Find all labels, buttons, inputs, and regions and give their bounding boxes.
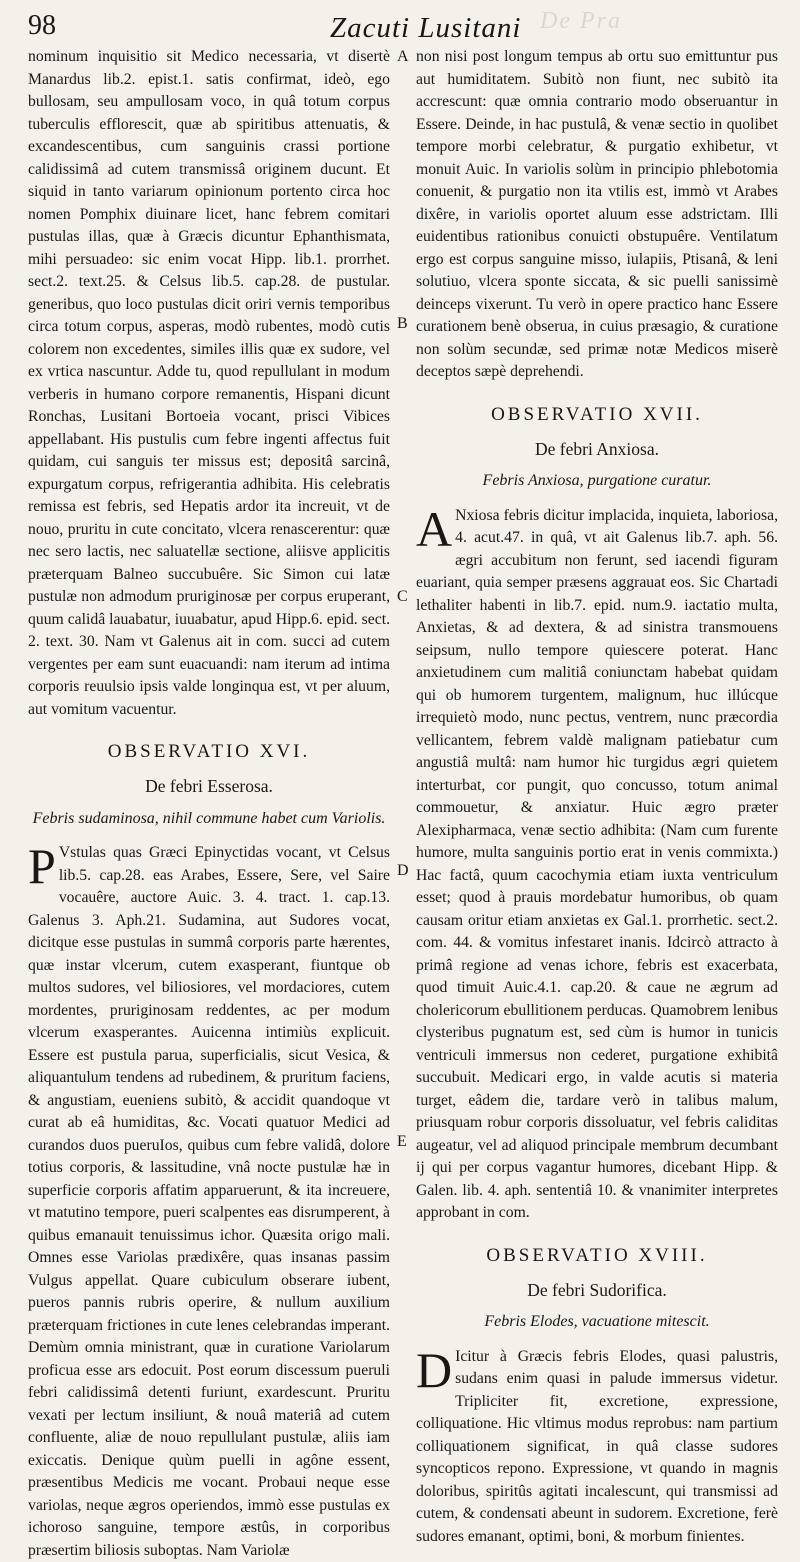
dropcap-a: A [416,500,453,557]
page-number: 98 [28,10,56,41]
running-head: Zacuti Lusitani [330,12,522,44]
paragraph-continued-right: non nisi post longum tempus ab ortu suo emittuntur pus aut humiditatem. Subitò non fiunt, nec subitò ita accrescunt: quæ omnia contrario modo obseruantur in Essere. Deinde, in hac pustulâ, & venæ sectio in quolibet tempore morbi celebratur, & purgatio exhibetur, vt monuit Auic. In variolis solùm in principio phlebotomia conuenit, & purgatio non ita vtilis est, immò vt Arabes dixêre, in variolis oportet aluum esse adstrictam. Illi euidentibus rationibus conuicti obstupuêre. Ventilatum ergo est corpus sanguine misso, iulapiis, Ptisanâ, & leni solutiuo, vlcera sponte siccata, & sic puelli sanissimè deinceps vixerunt. Tu verò in opere practico hanc Essere curationem benè obserua, in cuius præsagio, & curatione non solùm secundæ, sed primæ notæ Medicos miserè deceptos sæpè deprehendi. [416,48,778,380]
observation-16-text [28,838,390,1562]
bleed-through-text: De Pra [540,8,622,34]
margin-letter-c: C [397,588,408,605]
observation-16-subtitle: De febri Esserosa. [145,776,273,796]
dropcap-d: D [416,1341,453,1398]
observation-18-subtitle: De febri Sudorifica. [527,1279,667,1300]
observation-16-summary: Febris sudaminosa, nihil commune habet cum Variolis. [32,809,386,827]
observation-17-text [416,500,779,1225]
margin-letter-e: E [397,1133,407,1150]
margin-letter-b: B [397,315,408,332]
dropcap-p: P [28,838,56,894]
observation-18-body: Icitur à Græcis febris Elodes, quasi palustris, sudans enim quasi in palude immersus videtur. Tripliciter fit, excretione, expressione, colliquatione. Hic vltimus modus reprobus: nam partium colliquationem significat, in quâ classe sudores syncopticos repono. Expressione, vt quando in magnis doloribus, spiritûs agitati incalescunt, qui transmissi ad cutem, & condensati abeunt in sudorem. Excretione, ferè sudores emanant, optimi, boni, & morbum finientes. [416,1347,778,1545]
paragraph-continued: nominum inquisitio sit Medico necessaria, vt disertè Manardus lib.2. epist.1. satis confirmat, ideò, ego bullosam, seu ampullosam voco, in quâ totum corpus tuberculis efflorescit, quæ ab spiritibus attenuatis, & excandescentibus, cum sanguinis crassi portione calidissimâ ad cutem transmissâ originem ducunt. Et siquid in tanto variarum opinionum portento circa hoc nomen Pomphix diuinare licet, hanc febrem comitari pustulas illas, quæ à Græcis dicuntur Ephanthismata, mihi persuadeo: sic enim vocat Hipp. lib.1. prorrhet. sect.2. text.25. & Celsus lib.5. cap.28. de pustular. generibus, quo loco pustulas dicit oriri vernis temporibus circa totum corpus, asperas, modò rubentes, modò cutis colorem non excedentes, similes illis quæ ex sudore, vel ex vrtica nascuntur. Adde tu, quod repullulant in modum verberis in humano corpore remanentis, Hispani dicunt Ronchas, Lusitani Bortoeia vocant, prisci Vibices appellabant. His pustulis cum febre ingenti affectus fuit quidam, cui sanguis ter missus est; depositâ sarcinâ, expurgatum corpus, refrigerantia adhibita. His celebratis remissa est febris, sed Hepatis ardor ita increuit, vt de nouo, pruritu in cute concitato, vlcera renascerentur: quæ nec sero lactis, nec saluatellæ sectione, aliisve applicitis præterquam Balneo succubuêre. Sic Simon cui latæ pustulæ non admodum pruriginosæ per corpus eruperant, quum calidâ lauabatur, iuuabatur, apud Hipp.6. epid. sect. 2. text. 30. Nam vt Galenus ait in com. succi ad cutem vergentes per eam sunt euacuandi: nam iterum ad intima corporis reuulsio ipsis valde longinqua est, vt per aluum, aut vomitum vacuentur. [28,48,390,718]
margin-letter-a: A [397,48,409,65]
margin-letter-d: D [397,862,409,879]
observation-16-title: OBSERVATIO XVI. [107,741,311,762]
right-column [416,46,778,1548]
observation-16-body: Vstulas quas Græci Epinyctidas vocant, vt Celsus lib.5. cap.28. eas Arabes, Essere, Sere, vel Saire vocauêre, auctore Auic. 3. 4. tract. 1. cap.13. Galenus 3. Aph.21. Sudamina, aut Sudores vocat, dicitque esse pustulas in summâ corporis parte hærentes, quæ instar vlcerum, cutem exasperant, fiuntque ob multos sudores, vel biliosiores, vel mordaciores, cutem mordentes, pruriginosam reddentes, ac per modum vlcerum exasperantes. Auicenna intimiùs explicuit. Essere est pustula parua, superficialis, sicut Vesica, & aliquantulum tendens ad rubedinem, & pruritum faciens, & angustiam, eueniens subitò, & accidit quandoque vt curat ab eâ humiditas, &c. Vocati quatuor Medici ad curandos duos pueruIos, quibus cum febre validâ, dolore totius corporis, & lassitudine, vnâ nocte pustulæ hæ in superficie corporis affatim apparuerunt, & ita increuere, vt matutino tempore, pueri scalpentes eas disrumperent, à quibus emanauit tenuissimus ichor. Quæsita origo mali. Omnes esse Variolas prædixêre, quas insanas passim Vulgus appellat. Quare cubiculum obserare iubent, pueros pannis rubris operire, & nullum auxilium præterquam frictiones in cute lenes celebrandas imperant. Demùm omnia ministrant, quæ in curatione Variolarum proficua esse ars edocuit. Post eorum discessum pueruli febri calidissimâ detenti furiunt, exardescunt. Pruritu vexati per lectum insiliunt, & nouâ materiâ ad cutem confluente, aliæ de nouo repullulant pustulæ, aliis iam exiccatis. Denique quùm puelli in agône essent, præsentibus Medicis me vocant. Probaui neque esse variolas, neque ægros operiendos, immò esse pustulas ex ichoroso sanguine, tempore æstûs, in corporibus præsertim biliosis suboptas. Nam Variolæ [28,844,390,1559]
observation-17-body: Nxiosa febris dicitur implacida, inquieta, laboriosa, 4. acut.47. in quâ, vt ait Galenus lib.7. aph. 56. ægri accubitum non ferunt, sed iacendi figuram euariant, quia semper præsens aggrauat eos. Sic Chartadi lethaliter habenti in lib.7. epid. num.9. iactatio multa, Anxietas, & ad dextera, & ad sinistra transmouens seipsum, nullo tempore quiescere poterat. Hanc anxietudinem cum malitiâ coniunctam habebat quidam qui ob humorem turgentem, malignum, huc illúcque irrequietò modo, nunc pectus, ventrem, nunc præcordia vellicantem, febrem valdè malignam patiebatur cum angustiâ multâ: nam humor hic turgidus ægri quietem interturbat, cor pungit, quo concusso, totum animal commouetur, & anxiatur. Huic ægro præter Alexipharmaca, venæ sectio adhibita: (Nam cum furente humore, multa sanguinis portio erat in venis commixta.) Hac factâ, quum cacochymia etiam iuxta ventriculum esset; quod à prauis mordebatur humoribus, ob quam causam oritur etiam anxietas ex Gal.1. prorrhetic. sect.2. com. 44. & vomitus infestaret inanis. Idcircò attracto à primâ regione ad venas ichore, febris est exacerbata, quod timuit Auic.4.1. cap.20. & caue ne ægrum ad cholericorum ebullitionem perducas. Quamobrem lenibus clysteribus pugnatum est, sed cùm is humor in tunicis ventriculi immersus non cederet, purgatione exhibitâ succubuit. Medicari ergo, in valde acutis si materia turget, eâdem die, tardare verò in talibus malum, priusquam robur corporis dissoluatur, vel febris caliditas augeatur, vel ad aliquod principale membrum decumbant ij qui per corpus vagantur humores, dicebant Hipp. & Galen. lib. 4. aph. sententiâ 10. & vnanimiter interpretes approbant in com. [416,506,779,1221]
observation-17-summary: Febris Anxiosa, purgatione curatur. [482,472,712,489]
observation-18-title: OBSERVATIO XVIII. [486,1244,708,1266]
observation-17-title: OBSERVATIO XVII. [491,403,703,425]
left-column [28,46,390,1562]
observation-18-summary: Febris Elodes, vacuatione mitescit. [484,1313,710,1330]
observation-17-subtitle: De febri Anxiosa. [535,438,659,459]
observation-18-text [416,1341,778,1549]
